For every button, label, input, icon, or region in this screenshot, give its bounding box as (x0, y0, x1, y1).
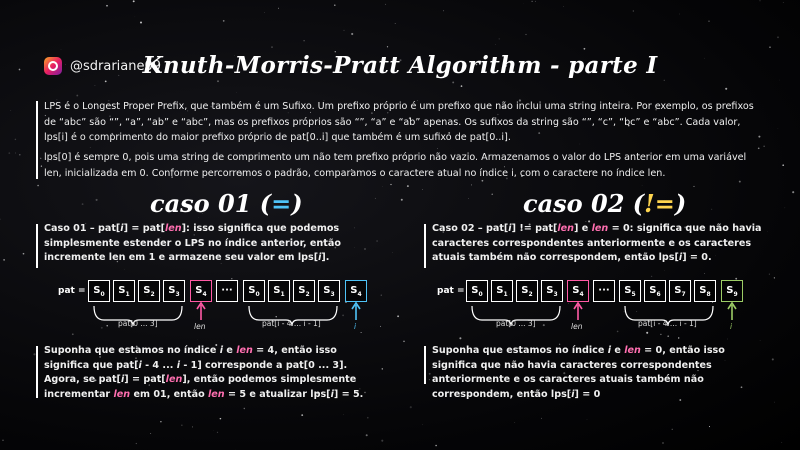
case1-supposition: Suponha que estamos no índice i e len = 4, então isso significa que pat[i - 4 ... i - 1] corresponde a pat[0 ... 3]. Agora, se pat[i] = pat[len], então podemos simplesmente incrementar len em 01, então len = 5 e atualizar lps[i] = 5. (44, 345, 364, 400)
case1-len-label: len (194, 322, 206, 331)
case2-pat-label: pat = (437, 286, 465, 296)
case1-cell: $S_2$ (138, 280, 160, 302)
case2-sup-bar (424, 346, 426, 384)
case1-cell-ellipsis: ··· (216, 280, 238, 302)
case1-cell: $S_1$ (268, 280, 290, 302)
case2-cell: $S_2$ (516, 280, 538, 302)
case1-heading: caso 01 (=) (150, 189, 303, 218)
case1-cell: $S_3$ (163, 280, 185, 302)
case2-cell: $S_5$ (619, 280, 641, 302)
case2-cell: $S_3$ (541, 280, 563, 302)
case2-cell-i: $S_9$ (721, 280, 743, 302)
case1-bar (36, 224, 38, 268)
case2-i-label: i (730, 322, 733, 331)
case1-description: Caso 01 – pat[i] = pat[len]: isso significa que podemos simplesmente estender o LPS no índice anterior, então incremente len em 1 e armazene seu valor em lps[i]. (44, 223, 341, 263)
case2-heading: caso 02 (!=) (523, 189, 687, 218)
case2-cell: $S_1$ (491, 280, 513, 302)
case2-cell: $S_7$ (669, 280, 691, 302)
case1-cell: $S_0$ (243, 280, 265, 302)
handle-text: @sdrariane09 (70, 58, 162, 74)
case1-i-label: i (354, 322, 357, 331)
case2-bar (424, 224, 426, 268)
case1-brace-label-1: pat[0 ... 3] (118, 319, 158, 328)
case2-supposition: Suponha que estamos no índice i e len = 0, então isso significa que não havia caracteres correspondentes anteriormente e os caracteres atuais também não correspondem, então lps[i] = 0 (432, 345, 725, 400)
intro-bar (36, 101, 38, 179)
case1-cell: $S_1$ (113, 280, 135, 302)
case2-brace-label-1: pat[0 ... 3] (496, 319, 536, 328)
case2-cell: $S_6$ (644, 280, 666, 302)
intro-paragraph-2: lps[0] é sempre 0, pois uma string de comprimento um não tem prefixo próprio não vazio. Armazenamos o valor do LPS anterior em uma variável len, inicializada em 0. Conforme percorremos o padrão, comparamos o caractere atual no índice i, com o caractere no índice len. (44, 152, 747, 179)
case1-brace-label-2: pat[i - 4 ... i - 1] (262, 319, 321, 328)
case1-cell-i: $S_4$ (345, 280, 367, 302)
page-title: Knuth-Morris-Pratt Algorithm - parte I (142, 52, 658, 79)
case2-len-label: len (571, 322, 583, 331)
case1-cell: $S_2$ (293, 280, 315, 302)
case2-description: Caso 02 – pat[i] != pat[len] e len = 0: significa que não havia caracteres correspondentes anteriormente e os caracteres atuais também não correspondem, então lps[i] = 0. (432, 223, 762, 263)
case2-cell-ellipsis: ··· (593, 280, 615, 302)
case1-pat-label: pat = (58, 286, 86, 296)
case1-cell: $S_0$ (88, 280, 110, 302)
case2-brace-label-2: pat[i - 4 ... i - 1] (638, 319, 697, 328)
case2-cell: $S_8$ (694, 280, 716, 302)
case1-sup-bar (36, 346, 38, 398)
case2-cell-len: $S_4$ (567, 280, 589, 302)
case1-cell: $S_3$ (318, 280, 340, 302)
intro-paragraph-1: LPS é o Longest Proper Prefix, que também é um Sufixo. Um prefixo próprio é um prefixo que não inclui uma string inteira. Por exemplo, os prefixos de “abc” são “”, “a”, “ab” e “abc”, mas os prefixos próprios são “”, “a” e “ab” apenas. Os sufixos da string são “”, “c”, “bc” e “abc”. Cada valor, lps[i] é o comprimento do maior prefixo próprio de pat[0..i] que também é um sufixo de pat[0..i]. (44, 101, 754, 143)
case2-annotations (400, 300, 800, 345)
case1-cell-len: $S_4$ (190, 280, 212, 302)
case2-cell: $S_0$ (466, 280, 488, 302)
